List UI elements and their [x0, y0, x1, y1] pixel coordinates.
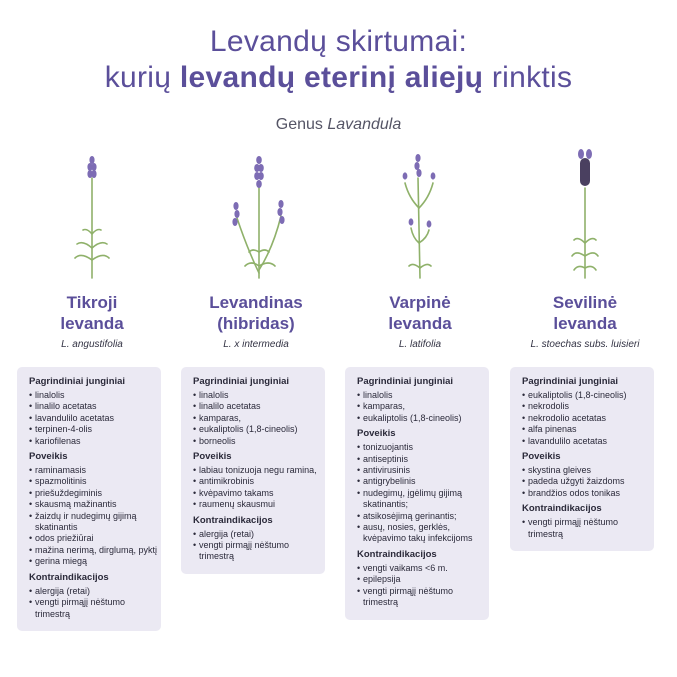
list-item: • kamparas, — [193, 413, 325, 424]
latin-name: L. angustifolia — [61, 339, 123, 350]
section-title: Kontraindikacijos — [29, 571, 109, 583]
section-title: Kontraindikacijos — [193, 514, 273, 526]
title-line2-bold: levandų eterinį aliejų — [179, 61, 484, 94]
info-card — [510, 367, 654, 551]
info-card — [17, 367, 161, 631]
list-item: • vengti pirmąjį nėštumo trimestrą — [357, 586, 489, 609]
bullet-list — [357, 442, 489, 545]
section-title: Pagrindiniai junginiai — [357, 376, 454, 387]
info-card — [345, 367, 489, 620]
list-item: • terpinen-4-olis — [29, 424, 161, 435]
list-item: • vengti pirmąjį nėštumo trimestrą — [193, 540, 325, 563]
bullet-list — [522, 390, 654, 447]
list-item: • lavandulilo acetatas — [522, 436, 654, 447]
plant-name-line1: Sevilinė — [552, 293, 618, 312]
section-title: Poveikis — [29, 451, 68, 463]
list-item: • priešuždegiminis — [29, 488, 161, 499]
list-item: • brandžios odos tonikas — [522, 488, 654, 499]
bullet-list — [29, 465, 161, 568]
genus-prefix: Genus — [275, 116, 328, 133]
list-item: • raumenų skausmui — [193, 499, 325, 510]
list-item: • linalolis — [29, 390, 161, 401]
list-item: • nekrodolio acetatas — [522, 413, 654, 424]
list-item: • ausų, nosies, gerklės, kvėpavimo takų infekcijoms — [357, 522, 489, 545]
list-item: • vengti pirmąjį nėštumo trimestrą — [522, 517, 654, 540]
list-item: • alergija (retai) — [29, 586, 161, 597]
page-title-line2 — [0, 60, 677, 96]
plant-name-line2: (hibridas) — [217, 314, 295, 333]
list-item: • linalilo acetatas — [29, 401, 161, 412]
latin-name: L. x intermedia — [223, 339, 289, 350]
latin-name: L. latifolia — [398, 339, 442, 350]
list-item: • alergija (retai) — [193, 529, 325, 540]
list-item: • linalolis — [193, 390, 325, 401]
plant-name-line2: levanda — [388, 314, 452, 333]
list-item: • tonizuojantis — [357, 442, 489, 453]
list-item: • epilepsija — [357, 574, 489, 585]
list-item: • linalilo acetatas — [193, 401, 325, 412]
section-title: Poveikis — [193, 451, 232, 463]
list-item: • labiau tonizuoja negu ramina, — [193, 465, 325, 476]
genus-name: Lavandula — [327, 116, 402, 133]
list-item: • alfa pinenas — [522, 424, 654, 435]
genus-subtitle — [0, 116, 677, 134]
latin-name: L. stoechas subs. luisieri — [530, 339, 640, 350]
list-item: • skystina gleives — [522, 465, 654, 476]
list-item: • lavandulilo acetatas — [29, 413, 161, 424]
plant-name-line2: levanda — [60, 314, 124, 333]
bullet-list — [193, 390, 325, 447]
bullet-list — [29, 586, 161, 620]
plant-name-line1: Levandinas — [209, 293, 303, 312]
bullet-list — [357, 390, 489, 424]
title-line2-pre: kurių — [104, 61, 180, 94]
list-item: • raminamasis — [29, 465, 161, 476]
list-item: • žaizdų ir nudegimų gijimą skatinantis — [29, 511, 161, 534]
list-item: • atsikosėjimą gerinantis; — [357, 511, 489, 522]
list-item: • eukaliptolis (1,8-cineolis) — [193, 424, 325, 435]
list-item: • kariofilenas — [29, 436, 161, 447]
list-item: • eukaliptolis (1,8-cineolis) — [357, 413, 489, 424]
list-item: • nudegimų, įgėlimų gijimą skatinantis; — [357, 488, 489, 511]
list-item: • nekrodolis — [522, 401, 654, 412]
plant-name — [17, 292, 167, 334]
spanish-lavender-sprig-icon — [510, 148, 660, 283]
section-title: Poveikis — [522, 451, 561, 463]
section-title: Pagrindiniai junginiai — [522, 376, 619, 387]
bullet-list — [193, 529, 325, 563]
bullet-list — [193, 465, 325, 511]
plant-name-line1: Varpinė — [389, 293, 451, 312]
list-item: • mažina nerimą, dirglumą, pyktį — [29, 545, 161, 556]
list-item: • kamparas, — [357, 401, 489, 412]
plant-name-line1: Tikroji — [66, 293, 118, 312]
plant-name — [510, 292, 660, 334]
list-item: • eukaliptolis (1,8-cineolis) — [522, 390, 654, 401]
plant-name-line2: levanda — [553, 314, 617, 333]
list-item: • antimikrobinis — [193, 476, 325, 487]
spike-lavender-sprig-icon — [345, 148, 495, 283]
list-item: • linalolis — [357, 390, 489, 401]
list-item: • antigrybelinis — [357, 476, 489, 487]
title-line2-post: rinktis — [483, 61, 573, 94]
plant-name — [345, 292, 495, 334]
list-item: • padeda užgyti žaizdoms — [522, 476, 654, 487]
bullet-list — [357, 563, 489, 609]
list-item: • vengti vaikams <6 m. — [357, 563, 489, 574]
list-item: • spazmolitinis — [29, 476, 161, 487]
section-title: Pagrindiniai junginiai — [193, 376, 290, 387]
page-title-line1: Levandų skirtumai: — [209, 25, 468, 58]
section-title: Poveikis — [357, 428, 396, 440]
section-title: Pagrindiniai junginiai — [29, 376, 126, 387]
list-item: • vengti pirmąjį nėštumo trimestrą — [29, 597, 161, 620]
bullet-list — [29, 390, 161, 447]
bullet-list — [522, 517, 654, 540]
list-item: • odos priežiūrai — [29, 533, 161, 544]
bullet-list — [522, 465, 654, 499]
plant-name — [181, 292, 331, 334]
list-item: • skausmą mažinantis — [29, 499, 161, 510]
list-item: • antivirusinis — [357, 465, 489, 476]
lavender-sprig-icon — [17, 148, 167, 283]
list-item: • kvėpavimo takams — [193, 488, 325, 499]
section-title: Kontraindikacijos — [522, 503, 602, 515]
list-item: • gerina miegą — [29, 556, 161, 567]
lavandin-sprig-icon — [181, 148, 331, 283]
list-item: • borneolis — [193, 436, 325, 447]
list-item: • antiseptinis — [357, 454, 489, 465]
info-card — [181, 367, 325, 574]
section-title: Kontraindikacijos — [357, 548, 437, 560]
